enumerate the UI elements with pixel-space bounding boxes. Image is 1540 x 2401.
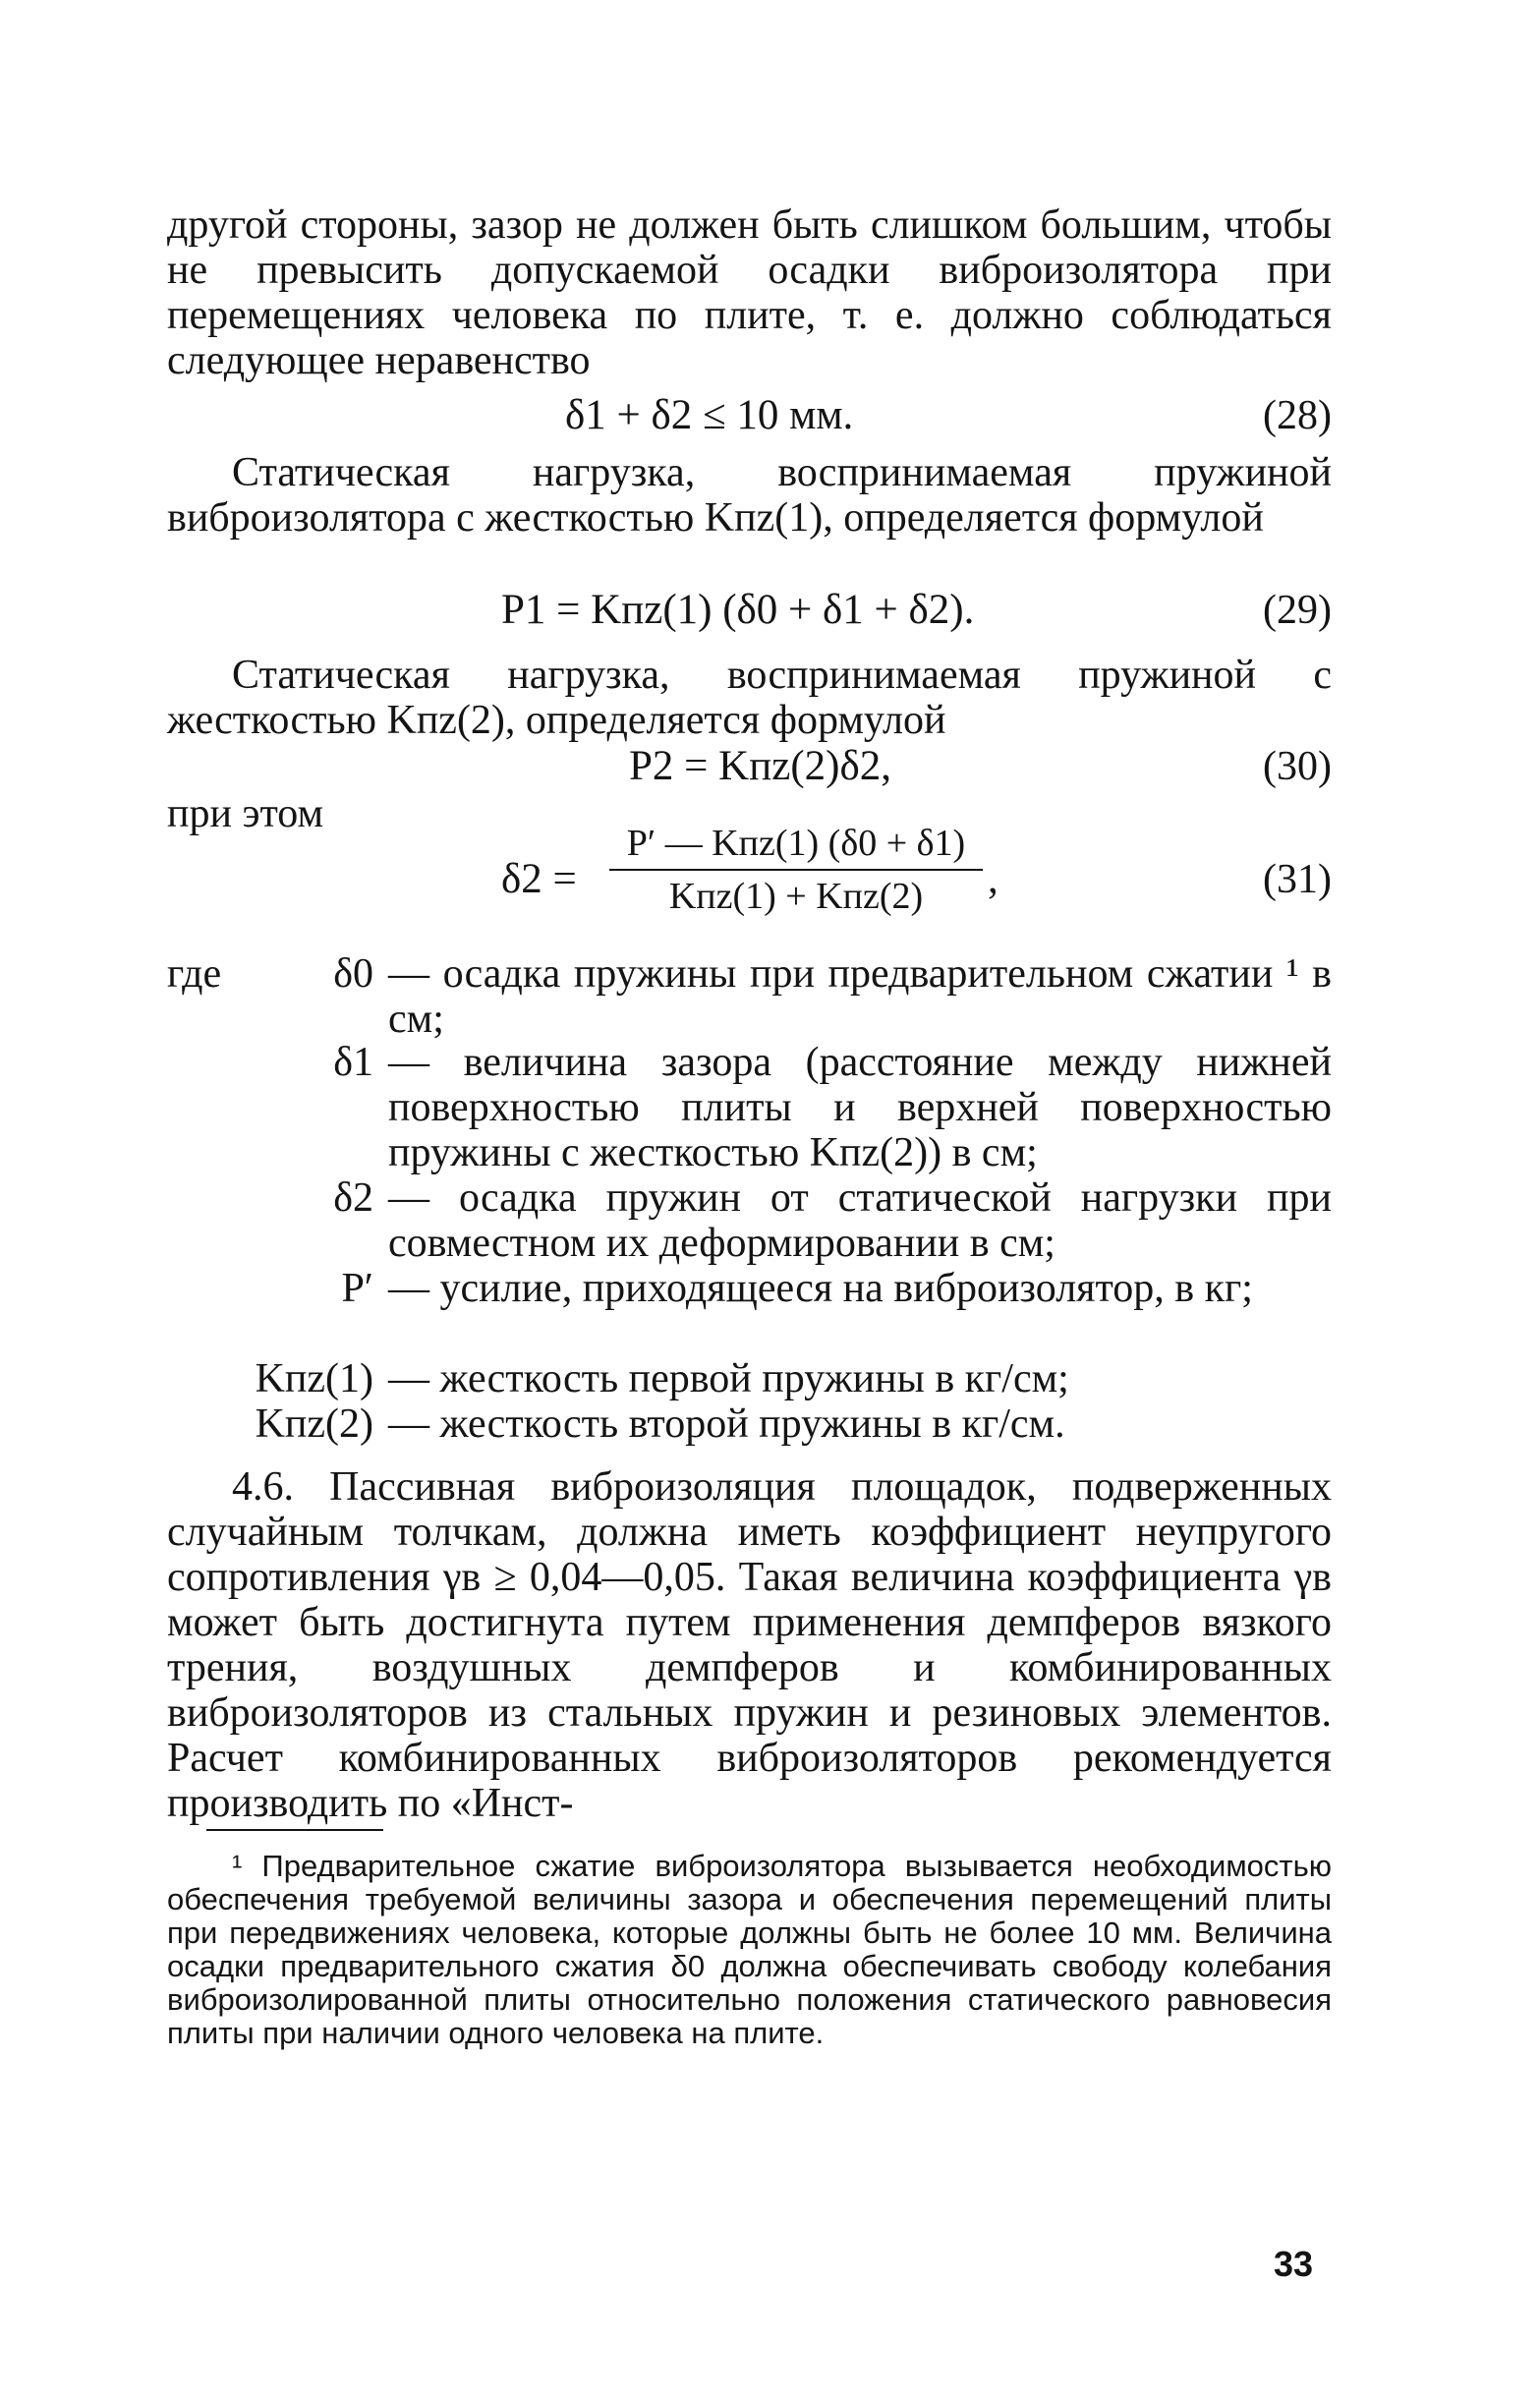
definition-text: — жесткость второй пружины в кг/см.	[388, 1401, 1065, 1447]
where-label: где	[167, 951, 222, 997]
paragraph-4-6: 4.6. Пассивная виброизоляция площадок, подверженных случайным толчкам, должна иметь коэффициент неупругого сопротивления γв ≥ 0,04—0,05. Такая величина коэффициента γв может быть достигнута путем применения демпферов вязкого трения, воздушных демпферов и комбинированных виброизоляторов из стальных пружин и резиновых элементов. Расчет комбинированных виброизоляторов рекомендуется производить по «Инст-	[167, 1464, 1332, 1826]
footnote: ¹ Предварительное сжатие виброизолятора вызывается необходимостью обеспечения требуемой величины зазора и обеспечения перемещений плиты при передвижениях человека, которые должны быть не более 10 мм. Величина осадки предварительного сжатия δ0 должна обеспечивать свободу колебания виброизолированной плиты относительно положения статического равновесия плиты при наличии одного человека на плите.	[167, 1849, 1332, 2050]
definition-text: — жесткость первой пружины в кг/см;	[388, 1356, 1069, 1401]
equation-29: P1 = Kпz(1) (δ0 + δ1 + δ2).	[501, 587, 975, 633]
fraction-bar	[609, 869, 983, 871]
footnote-rule	[206, 1829, 383, 1831]
definition-symbol: Kпz(1)	[255, 1356, 373, 1401]
page-number: 33	[1274, 2244, 1314, 2284]
equation-number-31: (31)	[1263, 857, 1332, 902]
paragraph-3: Статическая нагрузка, воспринимаемая пружиной с жесткостью Kпz(2), определяется формулой	[167, 653, 1332, 743]
equation-number-30: (30)	[1263, 744, 1332, 789]
equation-30: P2 = Kпz(2)δ2,	[629, 743, 891, 789]
definition-text: — величина зазора (расстояние между нижней поверхностью плиты и верхней поверхностью пружины с жесткостью Kпz(2)) в см;	[388, 1040, 1332, 1175]
definition-symbol: P′	[341, 1266, 373, 1311]
equation-31-denominator: Kпz(1) + Kпz(2)	[668, 876, 924, 917]
definition-symbol: Kпz(2)	[255, 1401, 373, 1447]
equation-31-fraction	[609, 822, 983, 918]
paragraph-4: при этом	[167, 791, 324, 836]
definition-text: — усилие, приходящееся на виброизолятор, в кг;	[388, 1266, 1253, 1311]
equation-28: δ1 + δ2 ≤ 10 мм.	[565, 392, 854, 438]
definition-symbol: δ1	[333, 1040, 373, 1085]
equation-31-tail: ,	[988, 856, 998, 902]
definition-text: — осадка пружин от статической нагрузки при совместном их деформировании в см;	[388, 1175, 1332, 1266]
equation-number-29: (29)	[1263, 588, 1332, 633]
definition-symbol: δ0	[333, 951, 373, 997]
equation-31-numerator: P′ — Kпz(1) (δ0 + δ1)	[626, 823, 966, 864]
paragraph-2: Статическая нагрузка, воспринимаемая пружиной виброизолятора с жесткостью Kпz(1), определяется формулой	[167, 450, 1332, 541]
paragraph-1: другой стороны, зазор не должен быть слишком большим, чтобы не превысить допускаемой осадки виброизолятора при перемещениях человека по плите, т. е. должно соблюдаться следующее неравенство	[167, 202, 1332, 383]
definition-symbol: δ2	[333, 1175, 373, 1221]
definition-text: — осадка пружины при предварительном сжатии ¹ в см;	[388, 951, 1332, 1042]
equation-number-28: (28)	[1263, 393, 1332, 438]
equation-31-lhs: δ2 =	[501, 856, 577, 902]
